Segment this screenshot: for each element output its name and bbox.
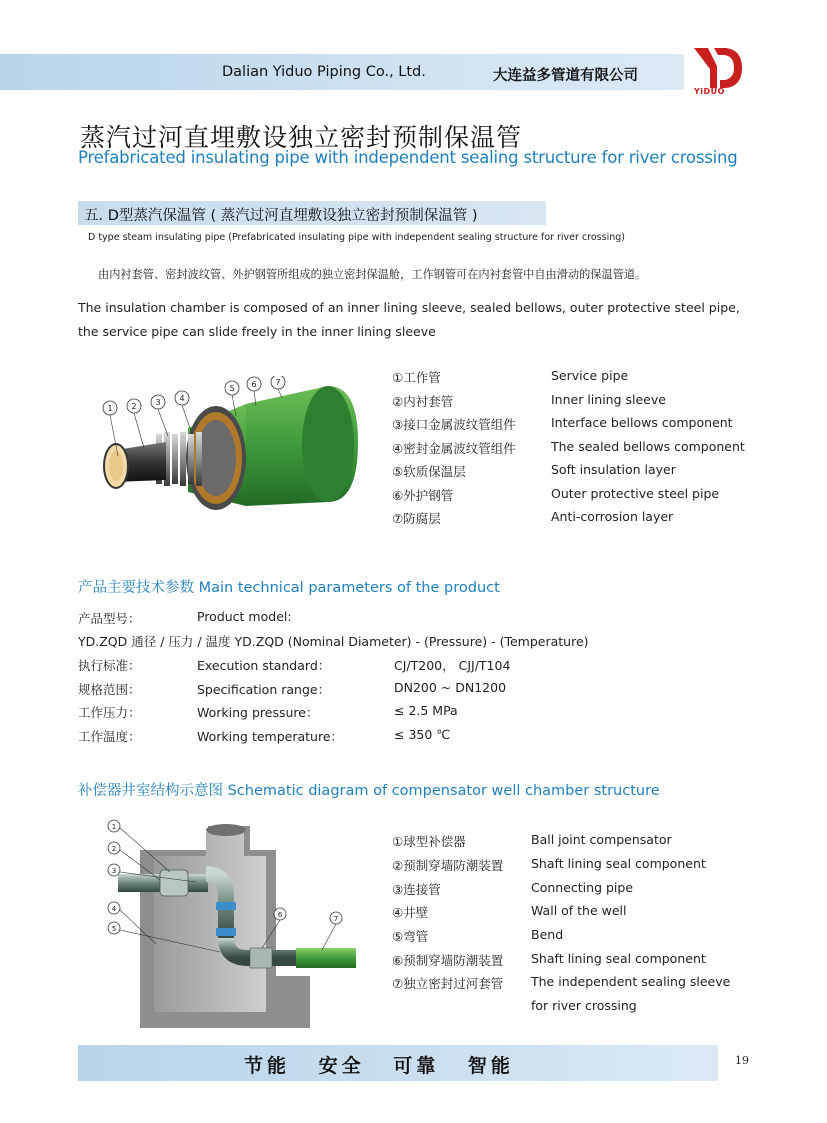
callout-5: 5 bbox=[229, 384, 235, 393]
schematic-component-list: ①球型补偿器 Ball joint compensator ②预制穿墙防潮装置 Shaft lining seal component ③连接管 Connecting pipe ④井壁 Wall of the well ⑤弯管 Bend ⑥预制穿墙防潮装置 Shaft lining seal component ⑦独立密封过河套管 The independent sealing sleeve for river crossing bbox=[392, 832, 731, 1013]
callout-6: 6 bbox=[251, 380, 257, 389]
footer-slogan: 节能 安全 可靠 智能 bbox=[244, 1055, 514, 1077]
callout-3: 3 bbox=[111, 867, 117, 875]
params-heading: 产品主要技术参数 Main technical parameters of the product bbox=[78, 580, 500, 596]
callout-4: 4 bbox=[111, 905, 117, 913]
pipe-cutaway-diagram bbox=[96, 376, 360, 512]
callout-1: 1 bbox=[107, 404, 113, 413]
callout-1: 1 bbox=[111, 823, 117, 831]
intro-text-en: The insulation chamber is composed of an inner lining sleeve, sealed bellows, outer protective steel pipe, the service pipe can slide freely in the inner lining sleeve bbox=[78, 300, 740, 339]
callout-4: 4 bbox=[179, 394, 185, 403]
callout-7: 7 bbox=[275, 378, 281, 387]
callout-5: 5 bbox=[111, 925, 117, 933]
well-chamber-diagram bbox=[100, 816, 360, 1030]
company-name-zh: 大连益多管道有限公司 bbox=[493, 68, 638, 84]
callout-3: 3 bbox=[155, 398, 161, 407]
logo-text: YiDUO bbox=[694, 87, 725, 96]
section-subtitle: D type steam insulating pipe (Prefabricated insulating pipe with independent sealing structure for river crossing) bbox=[88, 232, 625, 243]
page-number: 19 bbox=[735, 1054, 749, 1067]
pipe-component-list: ①工作管 Service pipe ②内衬套管 Inner lining sleeve ③接口金属波纹管组件 Interface bellows component ④密封金属波纹管组件 The sealed bellows component ⑤软质保温层 Soft insulation layer ⑥外护钢管 Outer protective steel pipe ⑦防腐层 Anti-corrosion layer bbox=[392, 368, 745, 526]
callout-6: 6 bbox=[277, 911, 283, 919]
callout-2: 2 bbox=[111, 845, 117, 853]
intro-text-zh: 由内衬套管、密封波纹管、外护钢管所组成的独立密封保温舱，工作钢管可在内衬套管中自由滑动的保温管道。 bbox=[98, 268, 647, 281]
page-title-en: Prefabricated insulating pipe with independent sealing structure for river crossing bbox=[78, 148, 738, 167]
callout-7: 7 bbox=[333, 915, 339, 923]
callout-2: 2 bbox=[131, 402, 137, 411]
page-title-zh: 蒸汽过河直埋敷设独立密封预制保温管 bbox=[80, 123, 523, 152]
schematic-heading: 补偿器井室结构示意图 Schematic diagram of compensator well chamber structure bbox=[78, 783, 660, 799]
company-name-en: Dalian Yiduo Piping Co., Ltd. bbox=[222, 64, 426, 80]
section-title: 五. D型蒸汽保温管 ( 蒸汽过河直埋敷设独立密封预制保温管 ) bbox=[84, 208, 478, 224]
